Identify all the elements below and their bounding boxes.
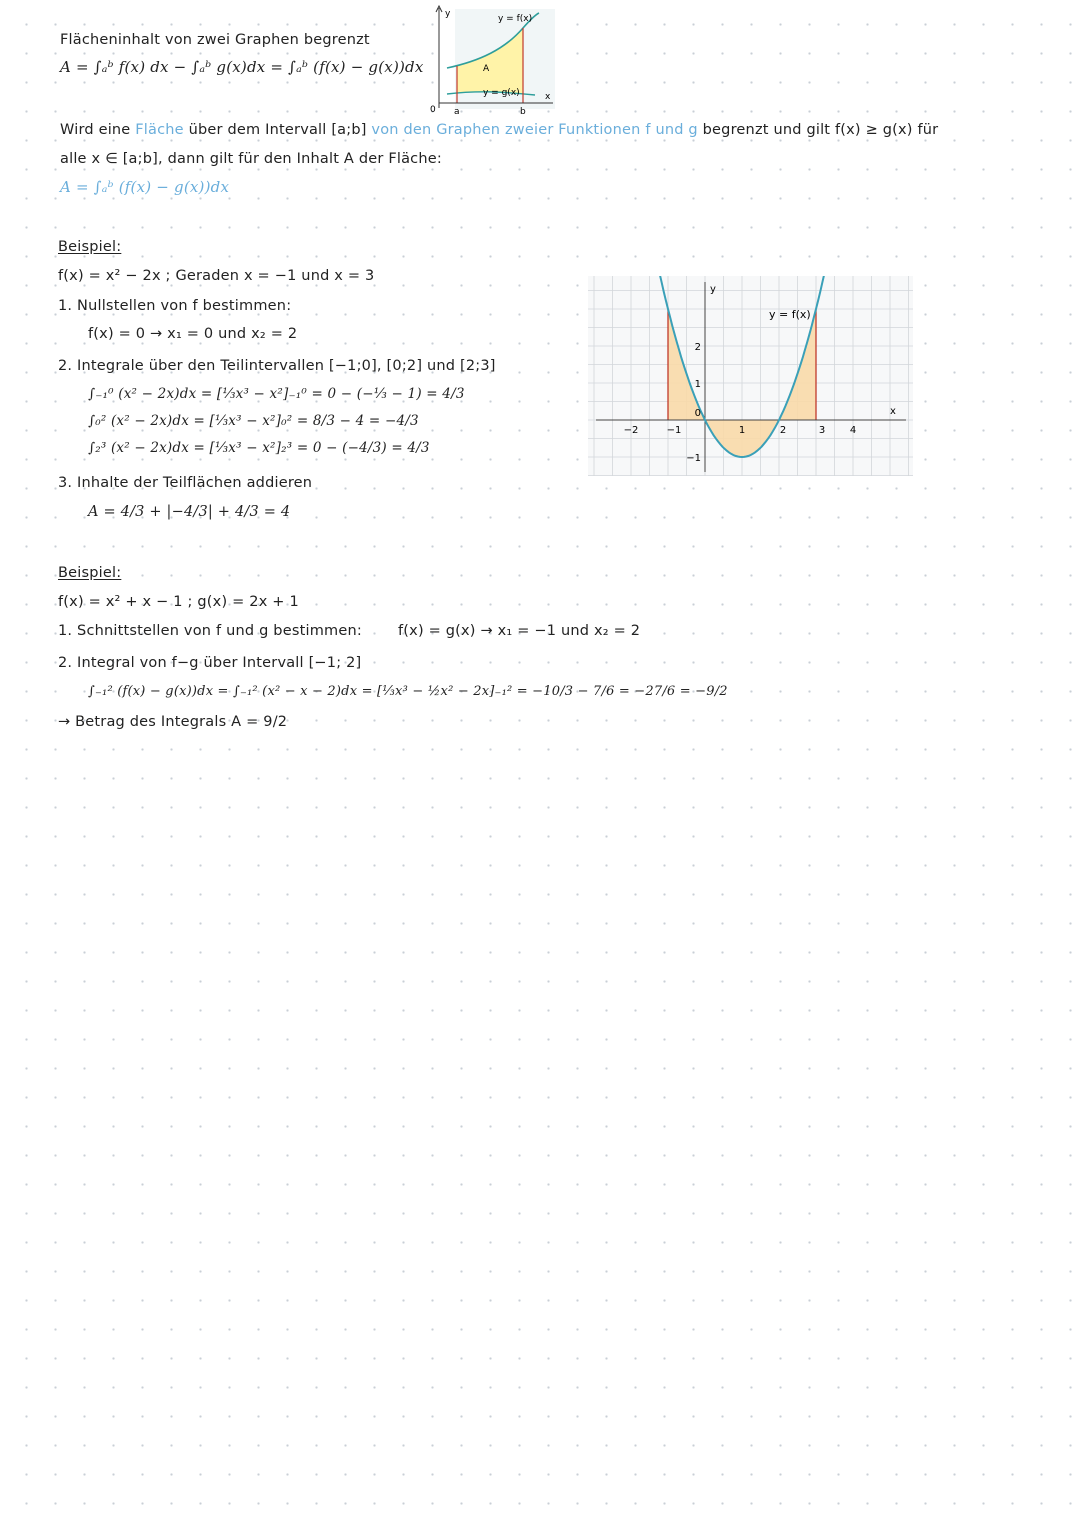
intro-text-1: Wird eine [60,122,131,138]
curve-g-label: y = g(x) [483,88,520,98]
a-label: a [454,107,460,116]
tick-x-2: 2 [779,425,787,436]
f-label: y = f(x) [769,308,811,321]
intro-keyword-graphen: von den Graphen zweier Funktionen f und g [371,122,698,138]
axis-x-label: x [890,406,896,417]
example2-heading: Beispiel: [58,565,122,581]
tick-x-4: 4 [849,425,857,436]
tick-x-3: 3 [818,425,826,436]
parabola-graph [588,276,913,476]
example1-step3: 3. Inhalte der Teilflächen addieren [58,475,313,491]
example2-result: → Betrag des Integrals A = 9/2 [58,714,288,730]
area-label: A [483,64,490,74]
tick-y-minus-1: −1 [686,453,701,464]
intro-text-3: begrenzt und gilt f(x) ≥ g(x) für [702,122,939,138]
b-label: b [520,107,526,116]
intro-paragraph [60,121,938,139]
tick-y-1: 1 [694,379,701,390]
example1-step1-result: f(x) = 0 → x₁ = 0 und x₂ = 2 [88,326,298,342]
example1-given: f(x) = x² − 2x ; Geraden x = −1 und x = 3 [58,268,375,284]
example2-integral: ∫₋₁² (f(x) − g(x))dx = ∫₋₁² (x² − x − 2)dx = [⅓x³ − ½x² − 2x]₋₁² = −10/3 − 7/6 = −27/6 = −9/2 [88,684,728,699]
example2-step1-result: f(x) = g(x) → x₁ = −1 und x₂ = 2 [398,623,641,639]
intro-text-2: über dem Intervall [a;b] [188,122,367,138]
intro-keyword-flaeche: Fläche [135,122,184,138]
example1-step1: 1. Nullstellen von f bestimmen: [58,298,292,314]
example1-heading: Beispiel: [58,239,122,255]
example1-integral-2: ∫₀² (x² − 2x)dx = [⅓x³ − x²]₀² = 8/3 − 4 = −4/3 [88,413,419,429]
tick-y-2: 2 [694,342,701,353]
example1-step2: 2. Integrale über den Teilintervallen [−1;0], [0;2] und [2;3] [58,358,496,374]
axis-x-label: x [545,92,551,102]
intro-line-2: alle x ∈ [a;b], dann gilt für den Inhalt A der Fläche: [60,151,442,167]
example2-given: f(x) = x² + x − 1 ; g(x) = 2x + 1 [58,594,299,610]
axis-y-label: y [710,284,716,295]
origin-label: 0 [694,408,701,419]
tick-x-1: 1 [738,425,746,436]
tick-x-minus-2: −2 [623,425,639,436]
example2-step1: 1. Schnittstellen von f und g bestimmen: [58,623,362,639]
example1-integral-1: ∫₋₁⁰ (x² − 2x)dx = [⅓x³ − x²]₋₁⁰ = 0 − (−⅓ − 1) = 4/3 [88,386,465,402]
axis-y-label: y [445,9,451,19]
example1-sum: A = 4/3 + |−4/3| + 4/3 = 4 [88,504,291,520]
page-title: Flächeninhalt von zwei Graphen begrenzt [60,32,370,48]
example2-step2: 2. Integral von f−g über Intervall [−1; 2] [58,655,362,671]
origin-label: 0 [430,105,436,115]
area-between-graphs-figure [425,4,560,116]
header-formula: A = ∫ₐᵇ f(x) dx − ∫ₐᵇ g(x)dx = ∫ₐᵇ (f(x) − g(x))dx [60,58,424,76]
example1-integral-3: ∫₂³ (x² − 2x)dx = [⅓x³ − x²]₂³ = 0 − (−4/3) = 4/3 [88,440,430,456]
curve-f-label: y = f(x) [498,14,533,24]
intro-formula: A = ∫ₐᵇ (f(x) − g(x))dx [60,178,230,196]
tick-x-minus-1: −1 [666,425,682,436]
